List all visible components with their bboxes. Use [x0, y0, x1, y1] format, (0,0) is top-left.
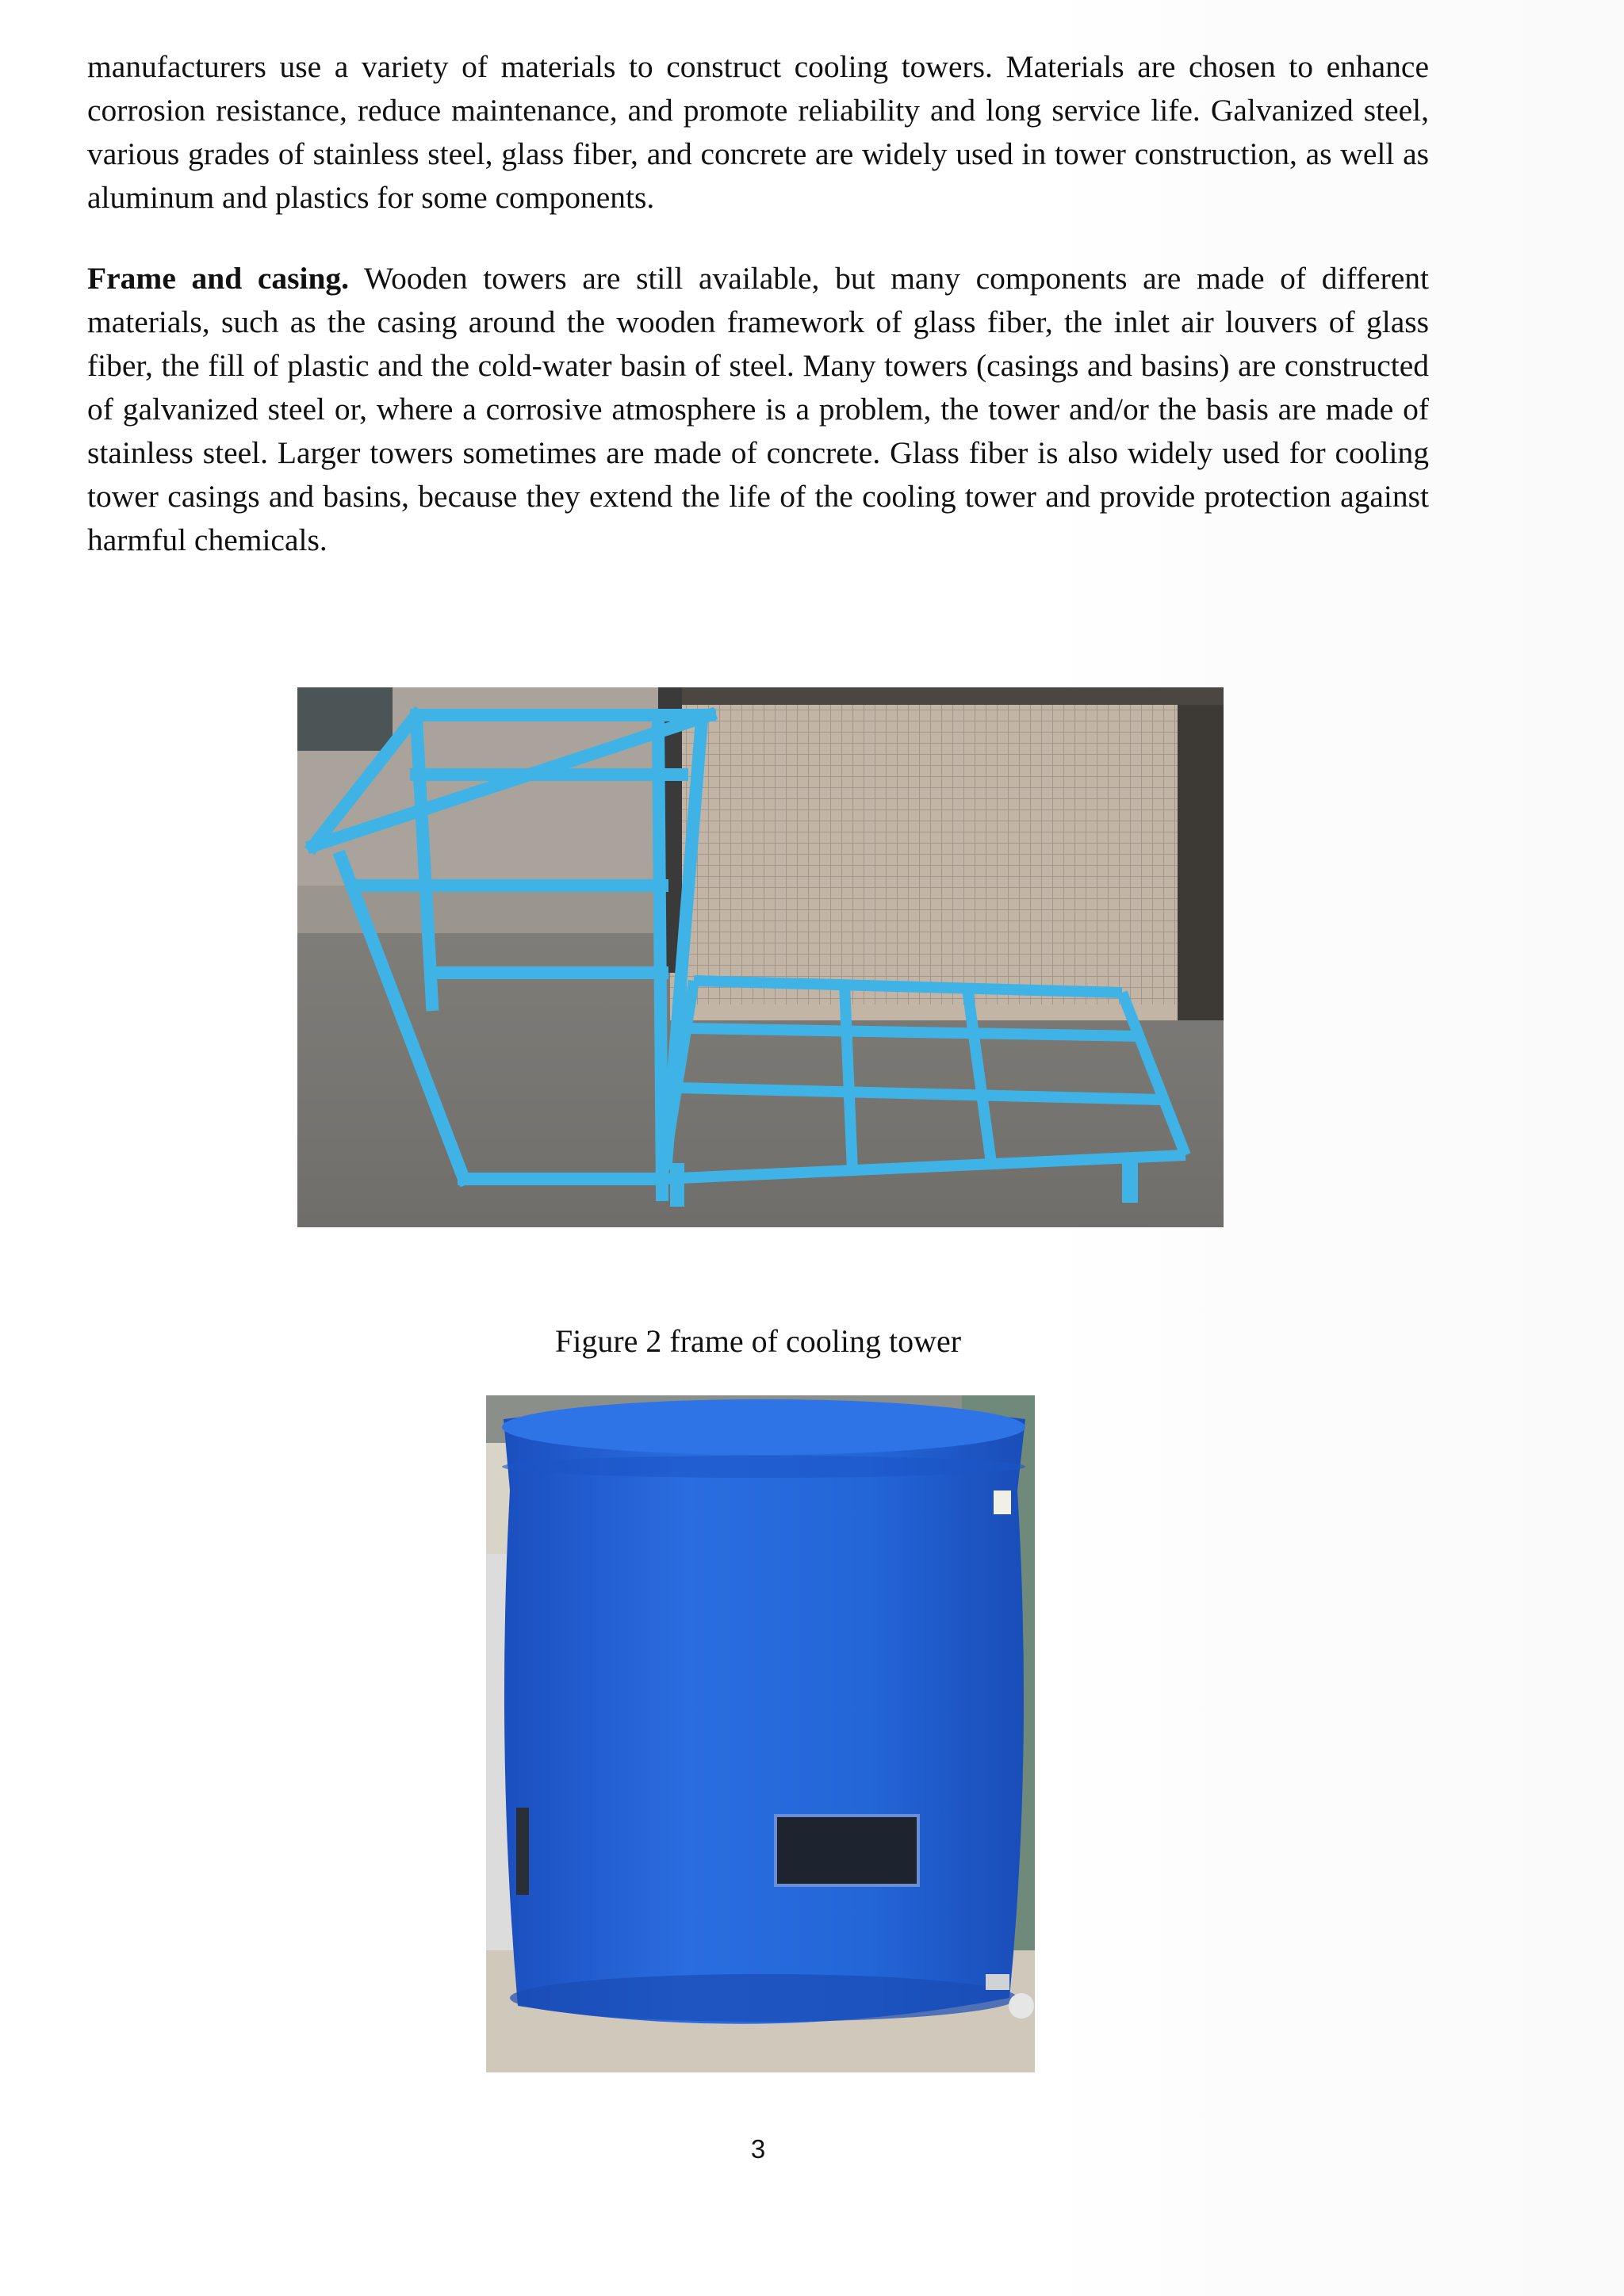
paragraph-heading: Frame and casing. — [87, 261, 350, 296]
page-number: 3 — [750, 2134, 766, 2164]
cooling-tower-barrel-photo — [486, 1395, 1035, 2072]
paragraph-materials: manufacturers use a variety of materials to construct cooling towers. Materials are chosen to enhance corrosion resistance, reduce maintenance, and promote reliability and long service life. Galvanized steel, various grades of stainless steel, glass fiber, and concrete are widely used in tower construction, as well as aluminum and plastics for some components. — [87, 49, 1429, 215]
figure-caption: Figure 2 frame of cooling tower — [554, 1323, 962, 1359]
cooling-tower-frame-photo — [297, 687, 1224, 1227]
paragraph-frame-and-casing — [87, 257, 1429, 562]
paragraph-body: Wooden towers are still available, but many components are made of different materials, such as the casing around the wooden framework of glass fiber, the inlet air louvers of glass fiber, the fill of plastic and the cold-water basin of steel. Many towers (casings and basins) are constructed of galvanized steel or, where a corrosive atmosphere is a problem, the tower and/or the basis are made of stainless steel. Larger towers sometimes are made of concrete. Glass fiber is also widely used for cooling tower casings and basins, because they extend the life of the cooling tower and provide protection against harmful chemicals. — [87, 261, 1429, 557]
